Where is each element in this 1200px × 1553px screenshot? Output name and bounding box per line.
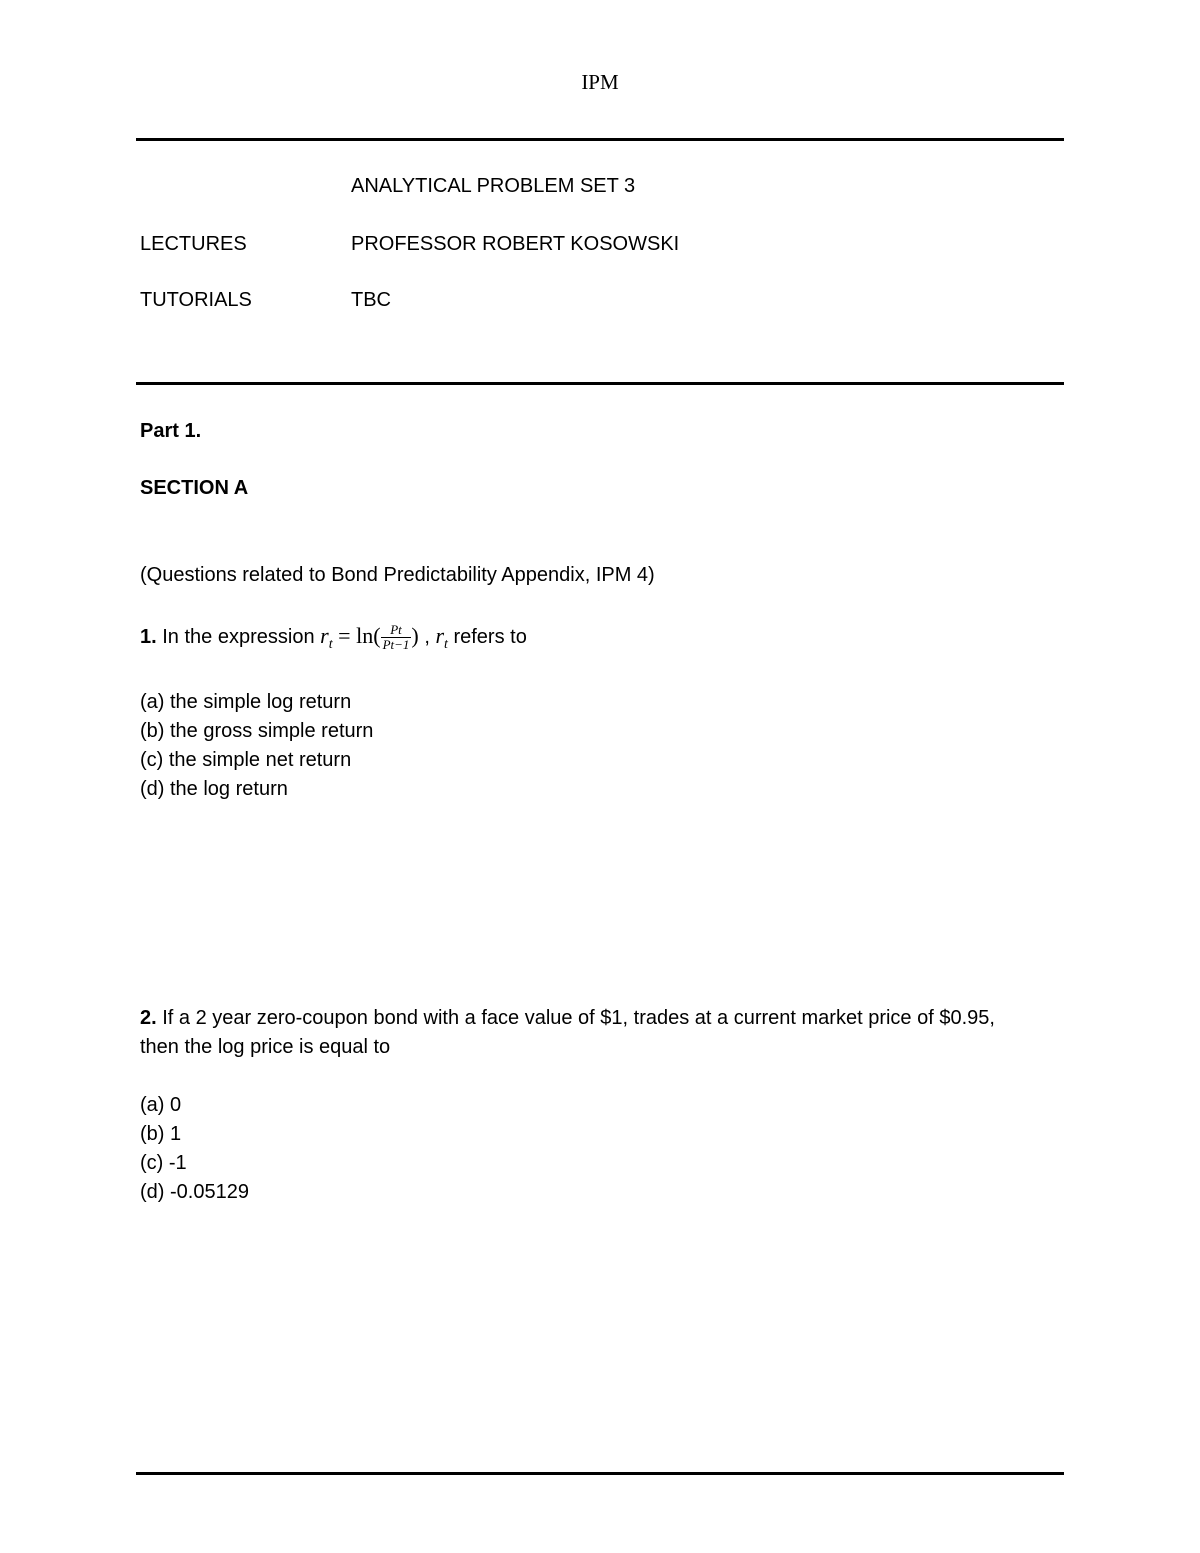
option-c: (c) the simple net return [140, 749, 352, 771]
question-2-options [140, 1091, 249, 1207]
lectures-value: PROFESSOR ROBERT KOSOWSKI [351, 233, 680, 255]
question-1-denominator: Pt−1 [382, 637, 410, 653]
option-d: (d) -0.05129 [140, 1181, 249, 1203]
section-heading: SECTION A [140, 477, 249, 499]
question-1-ln: ln [356, 623, 374, 648]
problem-set-title: ANALYTICAL PROBLEM SET 3 [351, 175, 636, 197]
question-1-fraction [381, 623, 412, 652]
question-1-prefix: In the expression [162, 626, 315, 648]
option-b: (b) 1 [140, 1123, 182, 1145]
question-1-numerator: Pt [390, 622, 402, 638]
tutorials-label: TUTORIALS [140, 289, 252, 311]
question-1-suffix-symbol: r [435, 623, 444, 648]
question-2-line-1 [140, 1006, 995, 1030]
option-a: (a) the simple log return [140, 691, 352, 713]
option-b: (b) the gross simple return [140, 720, 374, 742]
lectures-label: LECTURES [140, 233, 247, 255]
page-header: IPM [581, 70, 619, 94]
question-1-equals: = [338, 623, 351, 648]
option-c: (c) -1 [140, 1152, 187, 1174]
question-2-line-2: then the log price is equal to [140, 1036, 391, 1058]
question-1-r-symbol: r [320, 623, 329, 648]
tutorials-value: TBC [351, 289, 391, 311]
top-rule [136, 138, 1064, 141]
intro-text: (Questions related to Bond Predictability Appendix, IPM 4) [140, 564, 655, 586]
option-d: (d) the log return [140, 778, 288, 800]
question-1-suffix: refers to [453, 626, 527, 648]
question-1-r-subscript: t [328, 637, 333, 652]
question-1-options [140, 688, 373, 804]
bottom-rule [136, 1472, 1064, 1475]
question-1: 1. In the expression $r_t = \ln$( $\frac{Pt}{Pt-1}$ ) , $r_t$ refers to [140, 622, 527, 653]
question-2-text-1: If a 2 year zero-coupon bond with a face value of $1, trades at a current market price of $0.95, [162, 1007, 995, 1029]
option-a: (a) 0 [140, 1094, 182, 1116]
question-1-suffix-subscript: t [444, 637, 448, 652]
middle-rule [136, 382, 1064, 385]
part-heading: Part 1. [140, 420, 202, 442]
question-2-number: 2. [140, 1007, 157, 1029]
question-1-number: 1. [140, 626, 157, 648]
